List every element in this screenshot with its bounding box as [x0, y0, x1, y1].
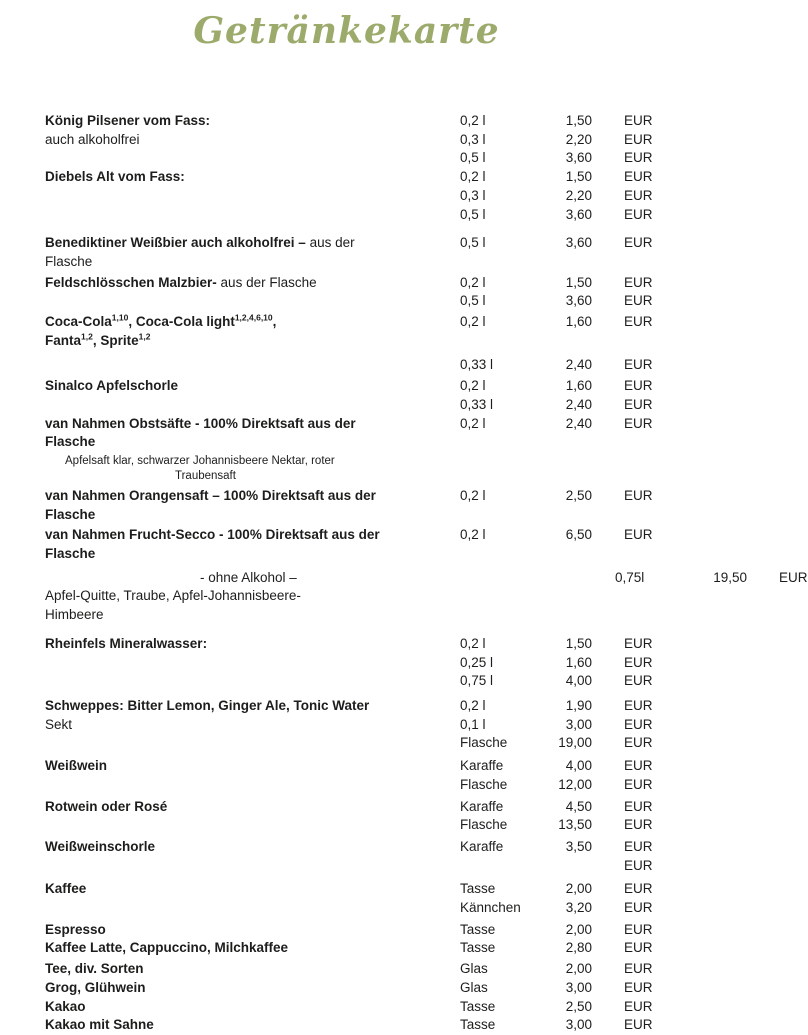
currency-label: EUR	[779, 569, 808, 585]
item-name	[45, 506, 460, 525]
price-value: 1,50	[565, 169, 592, 185]
currency-label: EUR	[624, 293, 653, 309]
currency-label: EUR	[624, 169, 653, 185]
item-name-bold: Benediktiner Weißbier auch alkoholfrei –	[45, 235, 306, 251]
serving-size: 0,33 l	[460, 396, 494, 412]
menu-row	[45, 979, 652, 998]
serving-size: 0,75l	[615, 569, 645, 585]
menu-row	[45, 206, 652, 225]
menu-row	[45, 234, 652, 253]
serving-size: 0,3 l	[460, 187, 486, 203]
currency-label: EUR	[624, 921, 653, 937]
item-name	[45, 313, 460, 332]
item-name	[45, 274, 460, 293]
item-name	[45, 716, 460, 735]
item-name-bold: Kakao	[45, 998, 86, 1014]
currency-label: EUR	[624, 673, 653, 689]
price-value: 2,20	[565, 131, 592, 147]
price-value: 4,00	[565, 673, 592, 689]
menu-row	[45, 857, 652, 876]
serving-size: Glas	[460, 979, 488, 995]
price-value: 3,60	[565, 293, 592, 309]
menu-row	[45, 274, 652, 293]
currency-label: EUR	[624, 314, 653, 330]
item-name-bold: Feldschlösschen Malzbier-	[45, 274, 217, 290]
menu-row	[45, 716, 652, 735]
item-name	[45, 998, 460, 1017]
price-value: 2,00	[565, 961, 592, 977]
menu-row	[45, 469, 652, 485]
item-name-regular: Traubensaft	[175, 470, 236, 483]
currency-label: EUR	[624, 527, 653, 543]
menu-row	[45, 506, 652, 525]
currency-label: EUR	[624, 378, 653, 394]
item-name	[45, 939, 460, 958]
currency-label: EUR	[624, 635, 653, 651]
menu-row	[45, 131, 652, 150]
menu-row	[45, 454, 652, 470]
item-name	[45, 131, 460, 150]
currency-label: EUR	[624, 817, 653, 833]
currency-label: EUR	[624, 940, 653, 956]
currency-label: EUR	[624, 150, 653, 166]
item-name-bold: Coca-Cola$^{1,10}$, Coca-Cola light$^{1,2,4,6,10}$,	[45, 312, 277, 330]
price-value: 1,50	[565, 274, 592, 290]
item-name-bold: van Nahmen Obstsäfte - 100% Direktsaft aus der	[45, 415, 356, 431]
item-name	[45, 454, 480, 470]
item-name	[45, 569, 615, 588]
menu-row	[45, 654, 652, 673]
item-name-bold: Fanta$^{1,2}$, Sprite$^{1,2}$	[45, 331, 151, 348]
serving-size: 0,2 l	[460, 697, 486, 713]
menu-row	[45, 899, 652, 918]
serving-size: 0,25 l	[460, 654, 494, 670]
currency-label: EUR	[624, 776, 653, 792]
serving-size: Flasche	[460, 735, 508, 751]
menu-row	[45, 112, 652, 131]
item-name-bold: Weißweinschorle	[45, 838, 156, 854]
price-value: 1,50	[565, 113, 592, 128]
menu-row	[45, 356, 652, 375]
menu-row	[45, 672, 652, 691]
price-value: 4,00	[565, 758, 592, 774]
menu-row	[45, 526, 652, 545]
price-value: 3,50	[565, 838, 592, 854]
menu-row	[45, 697, 652, 716]
price-value: 2,80	[565, 940, 592, 956]
item-name-bold: Grog, Glühwein	[45, 979, 146, 995]
price-value: 2,00	[565, 881, 592, 897]
menu-row	[45, 960, 652, 979]
item-name-bold: van Nahmen Orangensaft – 100% Direktsaft aus der	[45, 487, 376, 503]
price-value: 3,60	[565, 235, 592, 251]
serving-size: Tasse	[460, 881, 496, 897]
item-name-regular: - ohne Alkohol –	[200, 569, 297, 585]
price-value: 19,00	[558, 735, 592, 751]
item-name	[45, 979, 460, 998]
item-name	[45, 838, 460, 857]
item-name	[45, 545, 460, 564]
price-value: 3,00	[565, 979, 592, 995]
price-value: 1,90	[565, 697, 592, 713]
menu-row	[45, 587, 652, 606]
item-name	[45, 487, 460, 506]
item-name-regular: aus der	[305, 235, 355, 251]
price-value: 2,00	[565, 921, 592, 937]
currency-label: EUR	[624, 716, 653, 732]
item-name	[45, 960, 460, 979]
serving-size: Tasse	[460, 940, 496, 956]
currency-label: EUR	[624, 1017, 653, 1033]
item-name-bold: Flasche	[45, 434, 96, 450]
serving-size: 0,5 l	[460, 235, 486, 251]
item-name	[45, 332, 460, 351]
item-name	[45, 798, 460, 817]
currency-label: EUR	[624, 961, 653, 977]
serving-size: 0,3 l	[460, 131, 486, 147]
menu-row	[45, 545, 652, 564]
serving-size: 0,5 l	[460, 150, 486, 166]
item-name-bold: Flasche	[45, 546, 96, 562]
menu-row	[45, 377, 652, 396]
serving-size: Karaffe	[460, 838, 504, 854]
menu-row	[45, 921, 652, 940]
item-name	[45, 377, 460, 396]
menu-row	[45, 253, 652, 272]
menu-row	[45, 998, 652, 1017]
item-name-bold: Sinalco Apfelschorle	[45, 378, 179, 394]
item-name-bold: Rheinfels Mineralwasser:	[45, 635, 208, 651]
serving-size: 0,33 l	[460, 357, 494, 373]
currency-label: EUR	[624, 487, 653, 503]
price-value: 12,00	[558, 776, 592, 792]
serving-size: Tasse	[460, 921, 496, 937]
serving-size: 0,2 l	[460, 113, 486, 128]
currency-label: EUR	[624, 274, 653, 290]
item-name-bold: Flasche	[45, 506, 96, 522]
item-name-bold: Rotwein oder Rosé	[45, 798, 168, 814]
menu-row	[45, 816, 652, 835]
price-value: 3,00	[565, 716, 592, 732]
currency-label: EUR	[624, 735, 653, 751]
serving-size: Kännchen	[460, 900, 521, 916]
menu-row	[45, 798, 652, 817]
item-name-bold: Weißwein	[45, 758, 108, 774]
item-name-regular: Himbeere	[45, 607, 104, 623]
currency-label: EUR	[624, 798, 653, 814]
serving-size: 0,2 l	[460, 274, 486, 290]
menu-table	[45, 112, 808, 1035]
item-name-regular: Apfelsaft klar, schwarzer Johannisbeere Nektar, roter	[65, 454, 335, 467]
menu-row	[45, 415, 652, 434]
serving-size: 0,75 l	[460, 673, 494, 689]
item-name-bold: van Nahmen Frucht-Secco - 100% Direktsaft aus der	[45, 527, 380, 543]
menu-row	[45, 292, 652, 311]
price-value: 3,60	[565, 206, 592, 222]
serving-size: Glas	[460, 961, 488, 977]
price-value: 3,60	[565, 150, 592, 166]
item-name-bold: Kakao mit Sahne	[45, 1017, 154, 1033]
currency-label: EUR	[624, 235, 653, 251]
currency-label: EUR	[624, 113, 653, 128]
price-value: 2,40	[565, 415, 592, 431]
menu-row	[45, 168, 652, 187]
item-name-regular: Apfel-Quitte, Traube, Apfel-Johannisbeere-	[45, 588, 301, 604]
price-value: 2,40	[565, 357, 592, 373]
menu-row	[45, 569, 808, 588]
item-name	[45, 253, 460, 272]
currency-label: EUR	[624, 654, 653, 670]
serving-size: 0,2 l	[460, 169, 486, 185]
serving-size: Karaffe	[460, 798, 504, 814]
serving-size: Flasche	[460, 776, 508, 792]
item-name-bold: Schweppes: Bitter Lemon, Ginger Ale, Tonic Water	[45, 697, 370, 713]
item-name-bold: Tee, div. Sorten	[45, 961, 144, 977]
currency-label: EUR	[624, 396, 653, 412]
serving-size: Tasse	[460, 998, 496, 1014]
price-value: 1,60	[565, 654, 592, 670]
currency-label: EUR	[624, 187, 653, 203]
serving-size: 0,2 l	[460, 415, 486, 431]
currency-label: EUR	[624, 998, 653, 1014]
price-value: 2,50	[565, 998, 592, 1014]
item-name	[45, 606, 460, 625]
item-name	[45, 880, 460, 899]
item-name	[45, 112, 460, 131]
serving-size: 0,1 l	[460, 716, 486, 732]
item-name	[45, 757, 460, 776]
currency-label: EUR	[624, 415, 653, 431]
menu-row	[45, 606, 652, 625]
menu-row	[45, 776, 652, 795]
menu-row	[45, 939, 652, 958]
price-value: 3,00	[565, 1017, 592, 1033]
price-value: 13,50	[558, 817, 592, 833]
menu-row	[45, 1016, 652, 1035]
item-name	[45, 234, 460, 253]
item-name	[45, 635, 460, 654]
currency-label: EUR	[624, 979, 653, 995]
item-name	[45, 526, 460, 545]
serving-size: 0,2 l	[460, 635, 486, 651]
item-name	[45, 415, 460, 434]
price-value: 1,60	[565, 378, 592, 394]
serving-size: 0,5 l	[460, 293, 486, 309]
menu-row	[45, 313, 652, 332]
serving-size: 0,2 l	[460, 487, 486, 503]
menu-row	[45, 757, 652, 776]
serving-size: 0,2 l	[460, 527, 486, 543]
item-name-regular: Sekt	[45, 716, 73, 732]
currency-label: EUR	[624, 881, 653, 897]
menu-row	[45, 880, 652, 899]
currency-label: EUR	[624, 838, 653, 854]
currency-label: EUR	[624, 697, 653, 713]
serving-size: 0,2 l	[460, 314, 486, 330]
currency-label: EUR	[624, 857, 653, 873]
item-name-regular: Flasche	[45, 253, 93, 269]
item-name-regular: aus der Flasche	[216, 274, 317, 290]
item-name	[45, 168, 460, 187]
item-name	[45, 469, 590, 485]
price-value: 2,40	[565, 396, 592, 412]
currency-label: EUR	[624, 758, 653, 774]
item-name-bold: Espresso	[45, 921, 106, 937]
item-name-bold: Kaffee	[45, 881, 87, 897]
price-value: 3,20	[565, 900, 592, 916]
menu-row	[45, 838, 652, 857]
serving-size: Karaffe	[460, 758, 504, 774]
serving-size: 0,5 l	[460, 206, 486, 222]
menu-row	[45, 396, 652, 415]
menu-row	[45, 734, 652, 753]
price-value: 19,50	[713, 569, 747, 585]
item-name	[45, 1016, 460, 1035]
serving-size: Tasse	[460, 1017, 496, 1033]
menu-row	[45, 487, 652, 506]
item-name	[45, 921, 460, 940]
menu-row	[45, 635, 652, 654]
item-name	[45, 433, 460, 452]
serving-size: Flasche	[460, 817, 508, 833]
item-name-bold: Diebels Alt vom Fass:	[45, 169, 185, 185]
menu-row	[45, 149, 652, 168]
currency-label: EUR	[624, 131, 653, 147]
currency-label: EUR	[624, 357, 653, 373]
menu-row	[45, 187, 652, 206]
item-name-bold: Kaffee Latte, Cappuccino, Milchkaffee	[45, 940, 289, 956]
currency-label: EUR	[624, 206, 653, 222]
item-name-regular: auch alkoholfrei	[45, 131, 140, 147]
price-value: 1,60	[565, 314, 592, 330]
price-value: 2,50	[565, 487, 592, 503]
item-name	[45, 587, 460, 606]
item-name	[45, 697, 460, 716]
price-value: 1,50	[565, 635, 592, 651]
menu-row	[45, 433, 652, 452]
currency-label: EUR	[624, 900, 653, 916]
menu-row	[45, 332, 652, 351]
price-value: 2,20	[565, 187, 592, 203]
item-name-bold: König Pilsener vom Fass:	[45, 113, 211, 128]
price-value: 6,50	[565, 527, 592, 543]
page-title: Getränkekarte	[193, 10, 500, 52]
serving-size: 0,2 l	[460, 378, 486, 394]
price-value: 4,50	[565, 798, 592, 814]
